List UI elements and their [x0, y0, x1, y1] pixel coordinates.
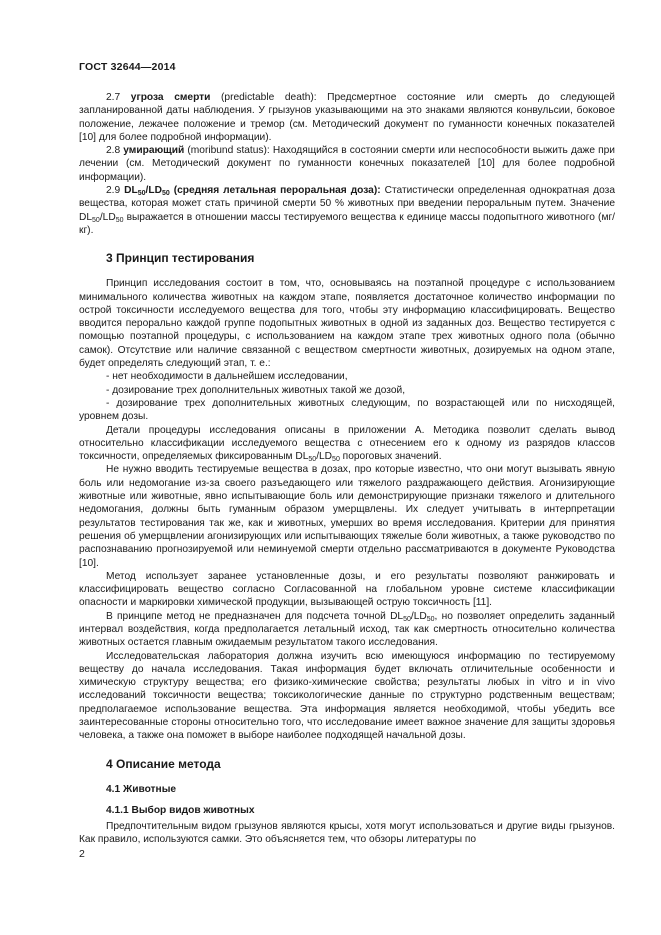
- section-3-paragraph: Не нужно вводить тестируемые вещества в дозах, про которые известно, что они могут вызывать явную боль или недомогание из-за своего разъедающего или тяжелого раздражающего действия. Агонизирующие животные или животные, явно испытывающие боль или демонстрирующие признаки тяжелого и длительного недомогания, должны быть гуманным образом умерщвлены. Их следует учитывать в интерпретации результатов тестирования так же, как и животных, умерших во время исследования. Критерии для принятия решения об умерщвлении агонизирующих или испытывающих тяжелые боли животных, а также руководство по распознаванию прогнозируемой или неминуемой смерти отдельно рассматриваются в документе Руководства [10].: [79, 464, 615, 569]
- section-4-paragraph: Предпочтительным видом грызунов являются крысы, хотя могут использоваться и другие виды грызунов. Как правило, используются самки. Это объясняется тем, что обзоры литературы по: [79, 820, 615, 845]
- section-3-paragraph: В принципе метод не предназначен для подсчета точной $DL_{50}/LD_{50}$, но позволяет определить заданный интервал воздействия, когда предполагается летальный исход, так как смертность относительно количества животных остается главным ожидаемым результатом такого исследования.: [79, 610, 615, 649]
- section-3-paragraph: Метод использует заранее установленные дозы, и его результаты позволяют ранжировать и классифицировать вещество согласно Согласованной на глобальном уровне системе классификации опасности и маркировки химической продукции, вызывающей острую токсичность [11].: [79, 570, 615, 609]
- definition-term: $DL_{50}/LD_{50}$ (средняя летальная пероральная доза):: [124, 185, 381, 198]
- definition-term: умирающий: [123, 145, 185, 157]
- list-item: - дозирование трех дополнительных животных следующим, по возрастающей или по нисходящей, уровнем дозы.: [79, 397, 615, 423]
- section-3-paragraph: Исследовательская лаборатория должна изучить всю имеющуюся информацию по тестируемому веществу до начала исследования. Такая информация будет включать отличительные особенности и химическую структуру вещества; его физико-химические свойства; результаты любых in vitro и in vivo исследований токсичности вещества; токсикологические данные по структурно родственным веществам; предполагаемое использование вещества. Эта информация является необходимой, чтобы убедить все заинтересованные стороны относительно того, что исследование имеет важное значение для защиты здоровья человека, а также она поможет в выборе наиболее подходящей начальной дозы.: [79, 650, 615, 742]
- document-id-header: ГОСТ 32644—2014: [79, 61, 176, 73]
- subsection-4-1-heading: 4.1 Животные: [106, 783, 177, 795]
- section-4-heading: 4 Описание метода: [106, 756, 221, 771]
- definition-term: угроза смерти: [130, 92, 211, 103]
- list-item: - нет необходимости в дальнейшем исследовании,: [106, 371, 348, 383]
- definition-2-7: 2.7 угроза смерти (predictable death): Предсмертное состояние или смерть до следующей запланированной даты наблюдения. У грызунов указывающими на это знаками являются конвульсии, боковое положение, лежачее положение и тремор (см. Методический документ по гуманности конечных показателей [10] для более подробной информации).: [79, 92, 615, 143]
- definition-2-8: 2.8 умирающий (moribund status): Находящийся в состоянии смерти или неспособности выжить даже при лечении (см. Методический документ по гуманности конечных показателей [10] для более подробной информации).: [79, 145, 615, 183]
- section-3-paragraph: Детали процедуры исследования описаны в приложении А. Методика позволит сделать вывод относительно классификации исследуемого вещества с отнесением его к одному из разрядов классов токсичности, определяемых фиксированным $DL_{50}/LD_{50}$ пороговых значений.: [79, 424, 615, 464]
- page-number: 2: [79, 848, 85, 860]
- document-body: [79, 91, 615, 846]
- section-3-paragraph: Принцип исследования состоит в том, что, основываясь на поэтапной процедуре с использованием минимального количества животных на каждом этапе, появляется достаточное количество информации по острой токсичности исследуемого вещества для того, чтобы эту информацию классифицировать. Вещество вводится перорально каждой группе подопытных животных в одной из заданных доз. Вещество тестируется с помощью поэтапной процедуры, с использованием на каждом этапе трех животных одного пола (обычно самок). Отсутствие или наличие связанной с веществом смертности животных, дозируемых на одном этапе, будет определять следующий этап, т. е.:: [79, 278, 615, 370]
- section-3-heading: 3 Принцип тестирования: [106, 251, 255, 266]
- list-item: - дозирование трех дополнительных животных такой же дозой,: [106, 384, 406, 396]
- subsection-4-1-1-heading: 4.1.1 Выбор видов животных: [106, 804, 255, 816]
- definition-2-9: 2.9 $DL_{50}/LD_{50}$ (средняя летальная пероральная доза): Статистически определенная однократная доза вещества, которая может стать причиной смерти 50 % животных при введении пероральным путем. Значение $DL_{50}/LD_{50}$ выражается в отношении массы тестируемого вещества к единице массы подопытного животного (мг/кг).: [79, 185, 615, 236]
